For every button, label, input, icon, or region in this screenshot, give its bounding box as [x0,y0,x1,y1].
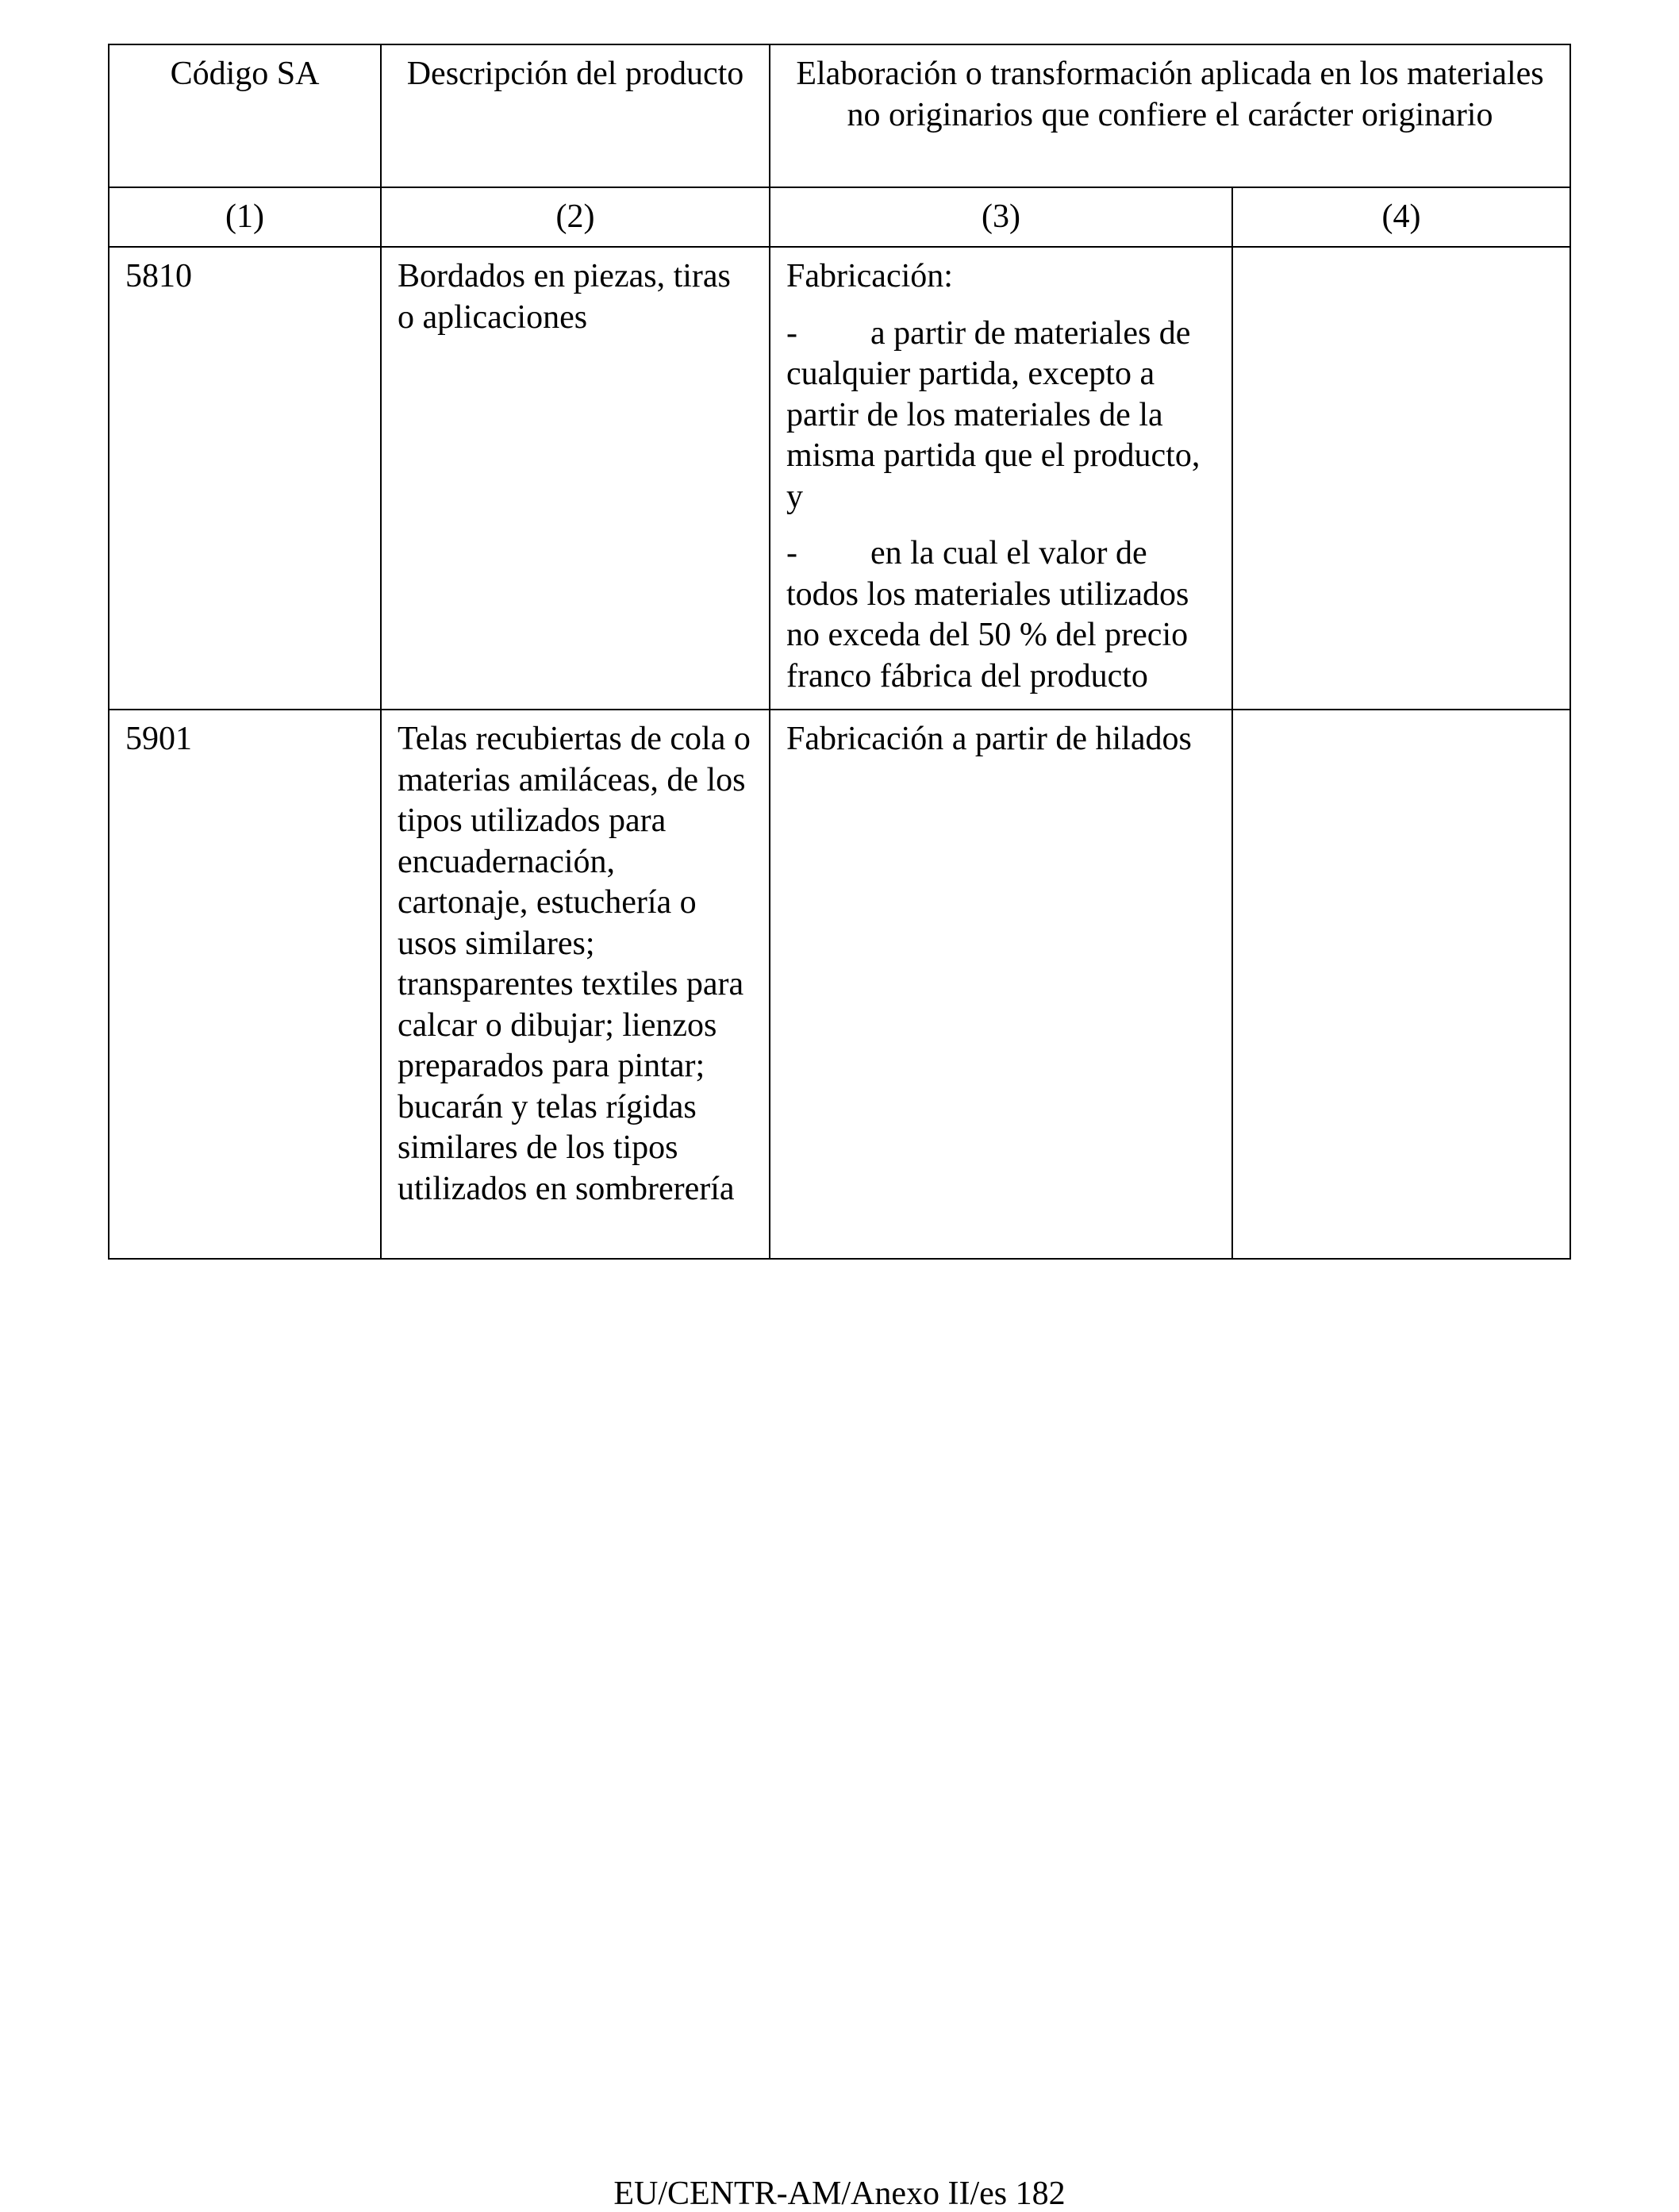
processing-cell [770,247,1232,710]
processing-item [786,314,1216,518]
dash-bullet: - [786,535,797,571]
description-text: Bordados en piezas, tiras o aplicaciones [398,258,731,336]
column-number-row [109,187,1570,247]
processing-text: Fabricación a partir de hilados [786,721,1192,757]
code-value: 5810 [125,258,192,294]
code-cell [109,710,381,1259]
description-cell [381,710,770,1259]
column-number-3: (3) [770,187,1232,247]
header-row [109,44,1570,187]
processing-item [786,533,1216,697]
header-codigo-sa: Código SA [109,44,381,187]
column-number-1: (1) [109,187,381,247]
rules-table-container [108,44,1570,1260]
page-footer: EU/CENTR-AM/Anexo II/es 182 [613,2175,1066,2212]
code-cell [109,247,381,710]
description-text: Telas recubiertas de cola o materias amiláceas, de los tipos utilizados para encuadernación, cartonaje, estuchería o usos similares; transparentes textiles para calcar o dibujar; lienzos preparados para pintar; bucarán y telas rígidas similares de los tipos utilizados en sombrerería [398,721,751,1207]
column-4-cell [1232,710,1570,1259]
processing-item-text: en la cual el valor de todos los materiales utilizados no exceda del 50 % del precio franco fábrica del producto [786,535,1189,694]
header-descripcion: Descripción del producto [381,44,770,187]
processing-item-text: a partir de materiales de cualquier partida, excepto a partir de los materiales de la misma partida que el producto, y [786,314,1201,515]
column-4-cell [1232,247,1570,710]
column-number-4: (4) [1232,187,1570,247]
column-number-2: (2) [381,187,770,247]
header-elaboracion: Elaboración o transformación aplicada en los materiales no originarios que confiere el carácter originario [770,44,1570,187]
processing-heading: Fabricación: [786,258,953,294]
table-row [109,710,1570,1259]
table-row [109,247,1570,710]
code-value: 5901 [125,721,192,757]
description-cell [381,247,770,710]
processing-cell [770,710,1232,1259]
dash-bullet: - [786,314,797,352]
origin-rules-table [108,44,1571,1260]
